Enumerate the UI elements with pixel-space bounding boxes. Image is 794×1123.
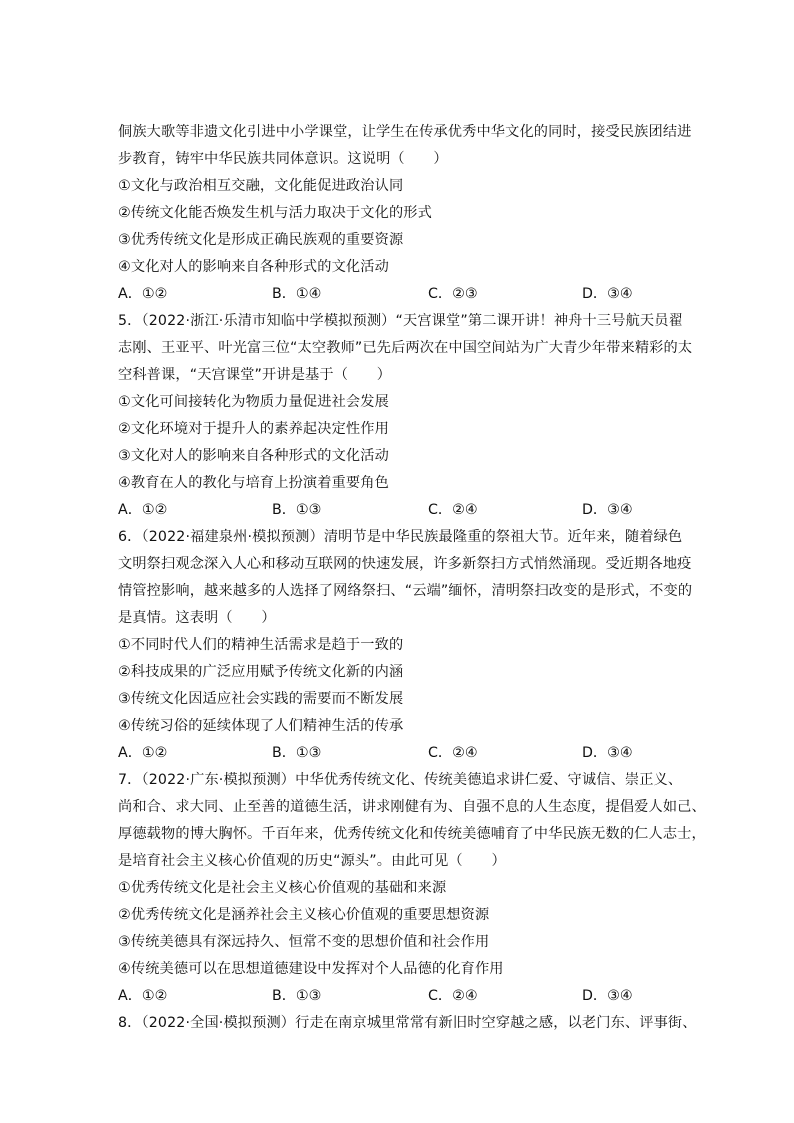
answer-option: D．③④ [582,502,633,518]
answer-option: B．①③ [272,745,322,761]
question-stem-line: 5．（2022·浙江·乐清市知临中学模拟预测）“天宫课堂”第二课开讲！神舟十三号航天员翟 [118,313,683,329]
question-stem-line: 志刚、王亚平、叶光富三位“太空教师”已先后两次在中国空间站为广大青少年带来精彩的太 [118,340,693,356]
answer-option: D．③④ [582,988,633,1004]
statement-item: ②文化环境对于提升人的素养起决定性作用 [118,421,389,437]
answer-option: A．①② [118,502,168,518]
statement-item: ③传统美德具有深远持久、恒常不变的思想价值和社会作用 [118,934,490,950]
question-stem-line: 空科普课，“天宫课堂”开讲是基于（ ） [118,367,392,383]
statement-item: ①优秀传统文化是社会主义核心价值观的基础和来源 [118,880,447,896]
answer-option: B．①③ [272,988,322,1004]
question-stem-line: 是培育社会主义核心价值观的历史“源头”。由此可见（ ） [118,853,506,869]
statement-item: ④教育在人的教化与培育上扮演着重要角色 [118,475,389,491]
question-stem-line: 7．（2022·广东·模拟预测）中华优秀传统文化、传统美德追求讲仁爱、守诚信、崇正义、 [118,772,683,788]
answer-option: A．①② [118,745,168,761]
answer-option: D．③④ [582,745,633,761]
question-stem-line: 6．（2022·福建泉州·模拟预测）清明节是中华民族最隆重的祭祖大节。近年来，随着绿色 [118,529,683,545]
answer-option: C．②③ [428,286,478,302]
question-stem-line: 厚德载物的博大胸怀。千百年来，优秀传统文化和传统美德哺育了中华民族无数的仁人志士， [118,826,706,842]
answer-option: B．①③ [272,502,322,518]
statement-item: ②传统文化能否焕发生机与活力取决于文化的形式 [118,205,432,221]
statement-item: ④传统习俗的延续体现了人们精神生活的传承 [118,718,404,734]
statement-item: ④传统美德可以在思想道德建设中发挥对个人品德的化育作用 [118,961,504,977]
statement-item: ②优秀传统文化是涵养社会主义核心价值观的重要思想资源 [118,907,490,923]
statement-item: ③文化对人的影响来自各种形式的文化活动 [118,448,389,464]
answer-option: A．①② [118,988,168,1004]
answer-option: D．③④ [582,286,633,302]
question-stem-line: 是真情。这表明（ ） [118,610,276,626]
statement-item: ③优秀传统文化是形成正确民族观的重要资源 [118,232,404,248]
question-stem-line: 侗族大歌等非遗文化引进中小学课堂，让学生在传承优秀中华文化的同时，接受民族团结进 [118,124,692,140]
statement-item: ③传统文化因适应社会实践的需要而不断发展 [118,691,404,707]
question-stem-line: 尚和合、求大同、止至善的道德生活，讲求刚健有为、自强不息的人生态度，提倡爱人如己、 [118,799,706,815]
statement-item: ①文化可间接转化为物质力量促进社会发展 [118,394,389,410]
statement-item: ④文化对人的影响来自各种形式的文化活动 [118,259,389,275]
statement-item: ①文化与政治相互交融，文化能促进政治认同 [118,178,404,194]
question-stem-line: 文明祭扫观念深入人心和移动互联网的快速发展，许多新祭扫方式悄然涌现。受近期各地疫 [118,556,692,572]
answer-option: C．②④ [428,745,478,761]
answer-option: C．②④ [428,502,478,518]
statement-item: ①不同时代人们的精神生活需求是趋于一致的 [118,637,404,653]
question-stem-line: 8．（2022·全国·模拟预测）行走在南京城里常常有新旧时空穿越之感，以老门东、评事街、 [118,1015,697,1031]
answer-option: B．①④ [272,286,322,302]
question-stem-line: 步教育，铸牢中华民族共同体意识。这说明（ ） [118,151,448,167]
statement-item: ②科技成果的广泛应用赋予传统文化新的内涵 [118,664,404,680]
answer-option: A．①② [118,286,168,302]
answer-option: C．②④ [428,988,478,1004]
question-stem-line: 情管控影响，越来越多的人选择了网络祭扫、“云端”缅怀，清明祭扫改变的是形式，不变的 [118,583,693,599]
